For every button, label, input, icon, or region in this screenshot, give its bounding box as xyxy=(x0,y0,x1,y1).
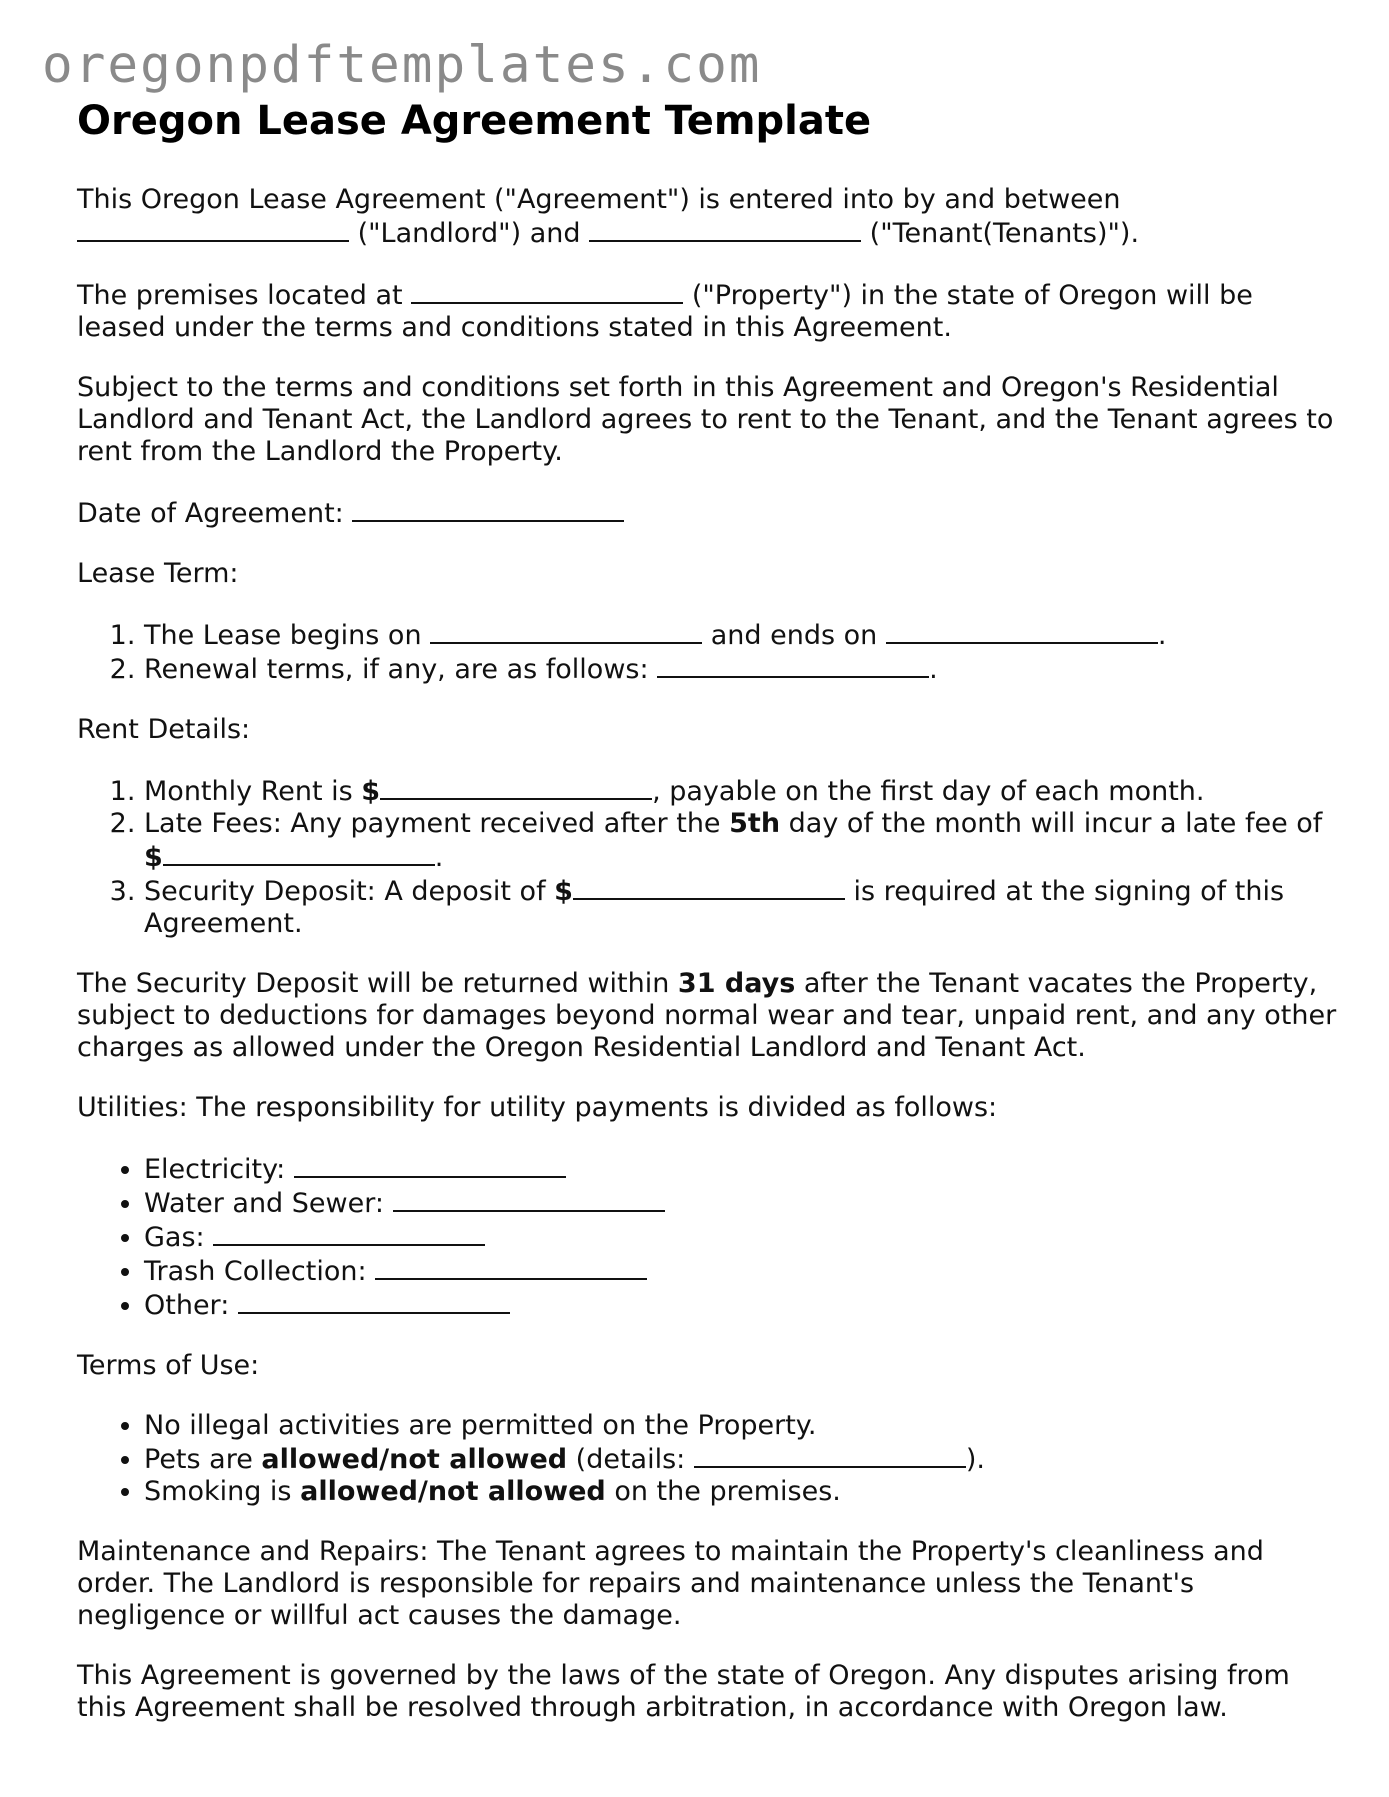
begins-label: The Lease begins on xyxy=(144,620,431,651)
deposit-suffix: is required at the signing of this Agreement. xyxy=(144,876,1285,939)
rent-details-list xyxy=(77,774,1337,940)
deposit-return-paragraph xyxy=(77,968,1337,1064)
list-item xyxy=(144,1476,1337,1508)
rent-details-heading: Rent Details: xyxy=(77,714,251,745)
start-date-blank[interactable] xyxy=(430,618,702,644)
late-fee-label: Late Fees: Any payment received after the xyxy=(144,808,730,839)
pets-details-blank[interactable] xyxy=(694,1442,966,1468)
gas-blank[interactable] xyxy=(213,1220,485,1246)
landlord-name-blank[interactable] xyxy=(77,216,349,242)
pets-end: ). xyxy=(965,1444,985,1475)
list-item: • No illegal activities are permitted on the Property. xyxy=(144,1410,1337,1442)
deposit-return-days: 31 days xyxy=(677,968,796,999)
agreement-date-blank[interactable] xyxy=(352,496,624,522)
intro-paragraph xyxy=(77,184,1337,250)
period: . xyxy=(1157,620,1167,651)
renewal-terms-blank[interactable] xyxy=(657,652,929,678)
maintenance-paragraph: Maintenance and Repairs: The Tenant agrees to maintain the Property's cleanliness and order. The Landlord is responsible for repairs and maintenance unless the Tenant's negligence or willful act causes the damage. xyxy=(77,1536,1264,1631)
list-item xyxy=(144,1442,1337,1476)
deposit-return-text-2: after the Tenant vacates the Property, subject to deductions for damages beyond normal wear and tear, unpaid rent, and any other charges as allowed under the Oregon Residential Landlord and Tenant Act. xyxy=(77,968,1337,1063)
electricity-blank[interactable] xyxy=(294,1152,566,1178)
date-label: Date of Agreement: xyxy=(77,498,353,529)
utilities-heading: Utilities: The responsibility for utility payments is divided as follows: xyxy=(77,1092,998,1123)
utility-label: Electricity: xyxy=(144,1154,294,1185)
late-day: 5th xyxy=(729,808,781,839)
trash-blank[interactable] xyxy=(375,1254,647,1280)
list-item xyxy=(144,874,1337,940)
late-fee-suffix: day of the month will incur a late fee of xyxy=(780,808,1323,839)
utility-label: Water and Sewer: xyxy=(144,1188,393,1219)
utility-label: Other: xyxy=(144,1290,238,1321)
smoking-label: Smoking is xyxy=(144,1476,301,1507)
dollar-sign: $ xyxy=(361,776,381,807)
smoking-suffix: on the premises. xyxy=(605,1476,841,1507)
deposit-blank[interactable] xyxy=(573,874,845,900)
document-body xyxy=(77,96,1337,1752)
pets-label: Pets are xyxy=(144,1444,262,1475)
list-item xyxy=(144,1152,1337,1186)
list-item xyxy=(144,618,1337,652)
renewal-label: Renewal terms, if any, are as follows: xyxy=(144,654,658,685)
utility-label: Trash Collection: xyxy=(144,1256,376,1287)
date-of-agreement xyxy=(77,496,1337,530)
premises-text-1: The premises located at xyxy=(77,280,412,311)
dollar-sign: $ xyxy=(554,876,573,907)
subject-paragraph: Subject to the terms and conditions set forth in this Agreement and Oregon's Residential Landlord and Tenant Act, the Landlord agrees to rent to the Tenant, and the Tenant agrees to rent from the Landlord the Property. xyxy=(77,372,1334,467)
period: . xyxy=(434,842,444,873)
list-item xyxy=(144,774,1337,808)
pets-choice: allowed/not allowed xyxy=(261,1444,568,1475)
late-fee-blank[interactable] xyxy=(163,840,435,866)
utility-label: Gas: xyxy=(144,1222,214,1253)
list-item xyxy=(144,652,1337,686)
intro-text: This Oregon Lease Agreement ("Agreement") is entered into by and between xyxy=(77,184,1121,215)
monthly-rent-blank[interactable] xyxy=(380,774,652,800)
end-date-blank[interactable] xyxy=(886,618,1158,644)
other-blank[interactable] xyxy=(238,1288,510,1314)
smoking-choice: allowed/not allowed xyxy=(300,1476,606,1507)
tenant-label: ("Tenant(Tenants)"). xyxy=(861,218,1140,249)
monthly-rent-suffix: , payable on the first day of each month. xyxy=(652,776,1205,807)
terms-of-use-list xyxy=(77,1410,1337,1508)
tenant-name-blank[interactable] xyxy=(589,216,861,242)
list-item xyxy=(144,808,1337,874)
governing-law-paragraph: This Agreement is governed by the laws of the state of Oregon. Any disputes arising from this Agreement shall be resolved through arbitration, in accordance with Oregon law. xyxy=(77,1660,1290,1723)
premises-text-2: ("Property") in the state of Oregon will be leased under the terms and conditions stated in this Agreement. xyxy=(77,280,1253,343)
terms-of-use-heading: Terms of Use: xyxy=(77,1350,260,1381)
premises-paragraph xyxy=(77,278,1337,344)
landlord-label: ("Landlord") and xyxy=(349,218,590,249)
page-title: Oregon Lease Agreement Template xyxy=(77,98,872,144)
monthly-rent-label: Monthly Rent is xyxy=(144,776,362,807)
lease-term-list xyxy=(77,618,1337,686)
deposit-return-text-1: The Security Deposit will be returned within xyxy=(77,968,678,999)
water-sewer-blank[interactable] xyxy=(393,1186,665,1212)
list-item xyxy=(144,1288,1337,1322)
deposit-label: Security Deposit: A deposit of xyxy=(144,876,555,907)
pets-details-label: (details: xyxy=(567,1444,694,1475)
list-item xyxy=(144,1254,1337,1288)
lease-term-heading: Lease Term: xyxy=(77,558,239,589)
watermark: oregonpdftemplates.com xyxy=(42,36,762,95)
period: . xyxy=(929,654,938,685)
list-item xyxy=(144,1186,1337,1220)
dollar-sign: $ xyxy=(144,842,163,873)
utilities-list xyxy=(77,1152,1337,1322)
ends-label: and ends on xyxy=(702,620,886,651)
property-address-blank[interactable] xyxy=(411,278,683,304)
list-item xyxy=(144,1220,1337,1254)
